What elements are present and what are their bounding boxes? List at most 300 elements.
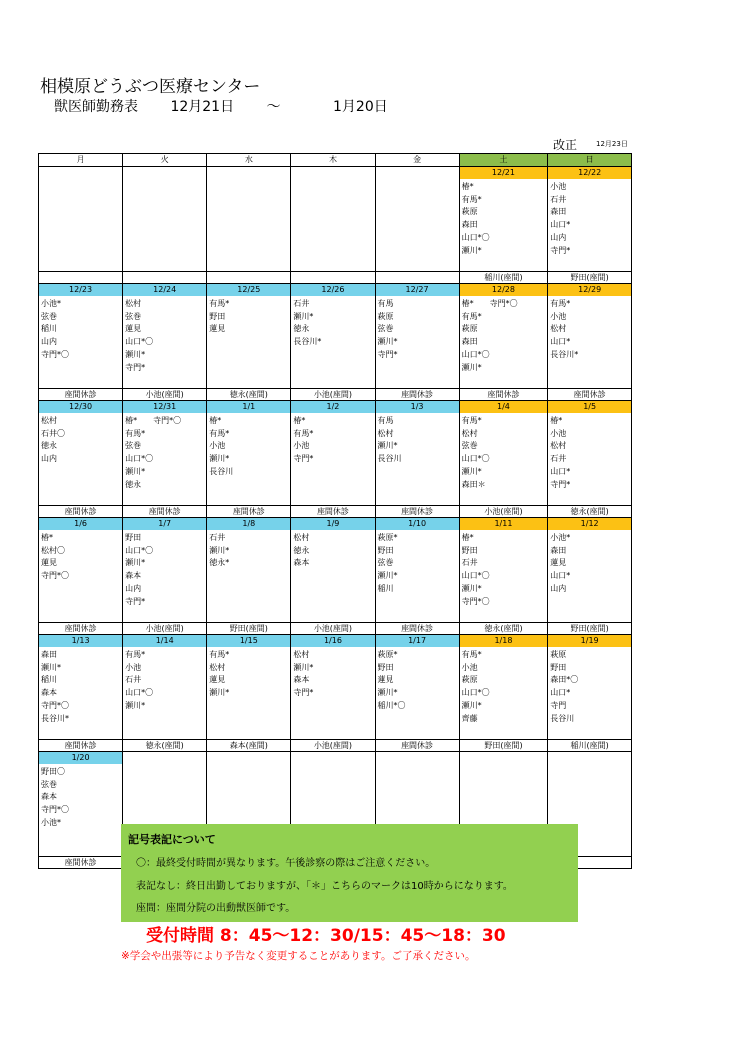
day-cell — [548, 518, 632, 635]
legend-line-asterisk: 表記なし：終日出勤しておりますが、「＊」こちらのマークは10時からになります。 — [136, 881, 513, 892]
day-date: 1/2 — [291, 401, 374, 413]
staff-entry: 森本 — [41, 792, 57, 802]
staff-entry: 山内 — [41, 454, 57, 464]
legend-box — [121, 824, 578, 922]
staff-entry: 瀬川* — [461, 700, 482, 710]
weekday-header: 木 — [291, 154, 375, 167]
staff-entry: 蓮見 — [550, 558, 567, 568]
staff-entry: 徳永 — [293, 324, 310, 334]
day-footer: 森本(座間) — [207, 739, 290, 751]
staff-entry: 椿* 寺門*〇 — [461, 299, 518, 308]
day-footer: 野田(座間) — [207, 622, 290, 634]
day-date — [207, 167, 290, 179]
day-cell — [459, 401, 548, 518]
staff-entry: 石井〇 — [41, 428, 65, 438]
staff-entry: 小池* — [41, 817, 61, 827]
staff-entry: 森田 — [550, 545, 567, 555]
staff-entry: 山口*〇 — [125, 337, 154, 347]
day-date: 1/1 — [207, 401, 290, 413]
staff-entry: 有馬* — [293, 428, 314, 438]
day-cell — [548, 284, 632, 401]
day-date: 1/12 — [548, 518, 631, 530]
staff-list — [207, 530, 290, 622]
day-cell — [375, 284, 459, 401]
staff-entry: 長谷川 — [377, 454, 402, 464]
staff-entry: 長谷川* — [550, 349, 579, 359]
day-footer — [291, 271, 374, 283]
staff-entry: 山口* — [550, 466, 571, 476]
staff-entry: 椿* — [41, 533, 53, 542]
staff-entry: 寺門*〇 — [461, 596, 490, 606]
day-cell — [459, 518, 548, 635]
day-footer: 座間休診 — [376, 388, 459, 400]
staff-list — [548, 413, 631, 505]
staff-entry: 山内 — [125, 583, 142, 593]
staff-entry: 長谷川 — [550, 713, 575, 723]
staff-entry: 小池 — [125, 662, 142, 672]
staff-entry: 蓮見 — [377, 675, 394, 685]
staff-entry: 寺門* — [125, 362, 146, 372]
day-cell — [291, 635, 375, 752]
legend-line-circle: 〇：最終受付時間が異なります。午後診察の際はご注意ください。 — [136, 858, 436, 869]
day-footer: 小池(座間) — [460, 505, 548, 517]
staff-entry: 山口*〇 — [461, 232, 490, 242]
day-date: 1/20 — [39, 752, 122, 764]
weekday-header: 月 — [39, 154, 123, 167]
staff-entry: 石井 — [125, 675, 142, 685]
day-footer — [207, 271, 290, 283]
day-footer: 座間休診 — [39, 388, 122, 400]
staff-list — [39, 296, 122, 388]
day-date: 12/23 — [39, 284, 122, 296]
day-footer: 徳永(座間) — [460, 622, 548, 634]
staff-entry: 野田 — [377, 545, 394, 555]
staff-entry: 森本 — [125, 571, 142, 581]
staff-list — [291, 530, 374, 622]
staff-entry: 蓮見 — [209, 324, 226, 334]
day-cell — [123, 518, 207, 635]
clinic-title: 相模原どうぶつ医療センター — [40, 77, 261, 97]
day-cell — [291, 518, 375, 635]
staff-entry: 山口*〇 — [461, 454, 490, 464]
staff-entry: 有馬* — [209, 299, 230, 308]
day-date: 1/19 — [548, 635, 631, 647]
staff-entry: 山口* — [550, 337, 571, 347]
change-notice: ※学会や出張等により予告なく変更することがあります。ご了承ください。 — [121, 950, 476, 962]
day-date: 12/21 — [460, 167, 548, 179]
staff-entry: 寺門* — [550, 245, 571, 255]
day-cell — [39, 518, 123, 635]
day-date — [123, 752, 206, 764]
staff-entry: 有馬* — [125, 428, 146, 438]
staff-entry: 寺門* — [125, 596, 146, 606]
day-cell — [207, 635, 291, 752]
staff-entry: 寺門*〇 — [41, 571, 69, 581]
day-footer: 小池(座間) — [291, 622, 374, 634]
staff-list — [123, 647, 206, 739]
staff-list — [291, 413, 374, 505]
day-date — [460, 752, 548, 764]
staff-entry: 有馬* — [461, 650, 482, 659]
staff-list — [39, 179, 122, 271]
staff-entry: 山口*〇 — [461, 688, 490, 698]
day-date — [291, 752, 374, 764]
day-date: 12/25 — [207, 284, 290, 296]
staff-entry: 寺門* — [550, 479, 571, 489]
staff-list — [376, 530, 459, 622]
staff-entry: 森田 — [461, 220, 478, 230]
day-cell — [39, 167, 123, 284]
staff-entry: 野田 — [461, 545, 478, 555]
staff-entry: 小池* — [550, 533, 571, 542]
staff-entry: 稲川 — [41, 324, 57, 334]
staff-entry: 長谷川* — [293, 337, 322, 347]
day-date: 1/17 — [376, 635, 459, 647]
staff-entry: 松村 — [550, 441, 567, 451]
day-cell — [207, 518, 291, 635]
staff-entry: 徳永 — [41, 441, 57, 451]
staff-list — [207, 296, 290, 388]
day-cell — [39, 284, 123, 401]
day-date: 12/22 — [548, 167, 631, 179]
staff-list — [207, 647, 290, 739]
range-tilde: ～ — [266, 99, 281, 115]
staff-entry: 稲川 — [41, 675, 57, 685]
staff-entry: 森田 — [550, 207, 567, 217]
day-footer: 稲川(座間) — [548, 739, 631, 751]
staff-list — [39, 647, 122, 739]
staff-list — [460, 530, 548, 622]
day-date: 1/14 — [123, 635, 206, 647]
staff-entry: 瀬川* — [125, 466, 146, 476]
staff-list — [376, 647, 459, 739]
staff-entry: 有馬 — [377, 299, 394, 308]
staff-entry: 小池 — [209, 441, 226, 451]
revision-label: 改正 — [553, 138, 578, 152]
staff-entry: 山口* — [550, 688, 571, 698]
staff-entry: 萩原* — [377, 533, 398, 542]
weekday-header: 土 — [459, 154, 548, 167]
day-cell — [291, 401, 375, 518]
staff-entry: 野田 — [125, 533, 142, 542]
staff-entry: 石井 — [550, 194, 567, 204]
staff-entry: 山内 — [550, 583, 567, 593]
staff-entry: 小池 — [461, 662, 478, 672]
weekday-header: 金 — [375, 154, 459, 167]
staff-entry: 松村 — [41, 416, 57, 425]
staff-entry: 有馬* — [209, 428, 230, 438]
staff-entry: 長谷川 — [209, 466, 234, 476]
reception-hours: 受付時間 8：45～12：30/15：45～18：30 — [146, 926, 506, 946]
staff-entry: 森本 — [293, 675, 310, 685]
day-date — [291, 167, 374, 179]
staff-entry: 弦巻 — [377, 324, 394, 334]
day-date: 1/18 — [460, 635, 548, 647]
day-footer: 座間休診 — [376, 739, 459, 751]
staff-entry: 松村 — [293, 650, 310, 659]
staff-list — [123, 179, 206, 271]
staff-list — [123, 530, 206, 622]
staff-entry: 弦巻 — [461, 441, 478, 451]
staff-entry: 瀬川* — [377, 571, 398, 581]
staff-entry: 松村〇 — [41, 545, 65, 555]
staff-entry: 石井 — [209, 533, 226, 542]
staff-entry: 野田〇 — [41, 767, 65, 776]
staff-entry: 蓮見 — [209, 675, 226, 685]
staff-entry: 松村 — [125, 299, 142, 308]
day-cell — [123, 635, 207, 752]
day-date: 12/28 — [460, 284, 548, 296]
day-footer: 座間休診 — [291, 505, 374, 517]
day-cell — [459, 284, 548, 401]
day-footer: 座間休診 — [207, 505, 290, 517]
day-date: 12/27 — [376, 284, 459, 296]
day-cell — [375, 518, 459, 635]
staff-entry: 野田 — [377, 662, 394, 672]
staff-entry: 小池 — [293, 441, 310, 451]
staff-entry: 有馬 — [377, 416, 394, 425]
start-date: 12月21日 — [170, 99, 235, 115]
day-date: 1/5 — [548, 401, 631, 413]
staff-list — [548, 530, 631, 622]
legend-title: 記号表記について — [128, 833, 216, 846]
staff-entry: 森本 — [293, 558, 310, 568]
staff-entry: 野田 — [550, 662, 567, 672]
staff-entry: 椿* 寺門*〇 — [125, 416, 182, 425]
day-date — [207, 752, 290, 764]
end-date: 1月20日 — [333, 99, 388, 115]
day-date: 1/15 — [207, 635, 290, 647]
staff-entry: 山口*〇 — [125, 454, 154, 464]
day-cell — [459, 167, 548, 284]
staff-entry: 松村 — [293, 533, 310, 542]
day-cell — [548, 401, 632, 518]
day-cell — [207, 284, 291, 401]
day-cell — [123, 401, 207, 518]
day-footer: 小池(座間) — [123, 622, 206, 634]
staff-list — [460, 413, 548, 505]
staff-entry: 瀬川* — [41, 662, 61, 672]
day-footer — [123, 271, 206, 283]
day-cell — [39, 635, 123, 752]
day-date — [123, 167, 206, 179]
day-footer: 座間休診 — [39, 739, 122, 751]
day-date: 1/16 — [291, 635, 374, 647]
staff-entry: 弦巻 — [41, 779, 57, 789]
staff-entry: 山口* — [550, 571, 571, 581]
legend-line-zama: 座間：座間分院の出動獣医師です。 — [136, 903, 296, 914]
staff-entry: 瀬川* — [461, 245, 482, 255]
staff-entry: 徳永 — [293, 545, 310, 555]
day-footer: 小池(座間) — [291, 388, 374, 400]
day-date: 1/6 — [39, 518, 122, 530]
staff-entry: 森田*〇 — [550, 675, 579, 685]
day-footer: 座間休診 — [376, 622, 459, 634]
day-date: 1/13 — [39, 635, 122, 647]
staff-entry: 弦巻 — [377, 558, 394, 568]
staff-entry: 瀬川* — [209, 688, 230, 698]
staff-entry: 野田 — [209, 311, 226, 321]
staff-list — [123, 413, 206, 505]
staff-entry: 長谷川* — [41, 713, 69, 723]
staff-list — [123, 296, 206, 388]
day-footer: 座間休診 — [123, 505, 206, 517]
staff-entry: 弦巻 — [125, 441, 142, 451]
day-footer — [376, 271, 459, 283]
day-footer: 座間休診 — [376, 505, 459, 517]
staff-entry: 小池* — [41, 299, 61, 308]
staff-entry: 山口*〇 — [461, 349, 490, 359]
day-date: 1/10 — [376, 518, 459, 530]
day-footer: 座間休診 — [548, 388, 631, 400]
staff-entry: 瀬川* — [125, 349, 146, 359]
day-footer: 野田(座間) — [548, 271, 631, 283]
subtitle-label: 獣医師勤務表 — [54, 99, 138, 115]
staff-list — [548, 179, 631, 271]
staff-entry: 椿* — [293, 416, 306, 425]
day-footer — [39, 271, 122, 283]
staff-list — [291, 647, 374, 739]
staff-entry: 寺門* — [293, 688, 314, 698]
staff-entry: 森本 — [41, 688, 57, 698]
staff-list — [207, 179, 290, 271]
staff-entry: 瀬川* — [461, 362, 482, 372]
day-cell — [548, 635, 632, 752]
staff-entry: 寺門*〇 — [41, 805, 69, 815]
staff-entry: 有馬* — [461, 311, 482, 321]
staff-list — [39, 764, 122, 856]
day-footer: 野田(座間) — [460, 739, 548, 751]
staff-list — [460, 647, 548, 739]
day-date: 1/9 — [291, 518, 374, 530]
weekday-header: 水 — [207, 154, 291, 167]
day-footer: 徳永(座間) — [123, 739, 206, 751]
day-footer: 小池(座間) — [123, 388, 206, 400]
staff-entry: 蓮見 — [125, 324, 142, 334]
staff-entry: 萩原 — [461, 207, 478, 217]
staff-entry: 椿* — [209, 416, 222, 425]
day-footer: 徳永(座間) — [207, 388, 290, 400]
schedule-subtitle — [54, 96, 416, 116]
staff-entry: 山内 — [41, 337, 57, 347]
staff-entry: 寺門 — [550, 700, 567, 710]
staff-entry: 瀬川* — [461, 583, 482, 593]
staff-entry: 寺門*〇 — [41, 349, 69, 359]
staff-entry: 山口* — [550, 220, 571, 230]
day-date — [39, 167, 122, 179]
day-cell — [548, 167, 632, 284]
revision-date: 12月23日 — [596, 140, 628, 148]
staff-list — [291, 296, 374, 388]
day-cell — [123, 284, 207, 401]
day-footer: 座間休診 — [39, 622, 122, 634]
staff-entry: 石井 — [550, 454, 567, 464]
day-footer: 座間休診 — [39, 856, 122, 868]
staff-entry: 石井 — [461, 558, 478, 568]
staff-entry: 森田＊ — [461, 479, 486, 489]
staff-entry: 小池 — [550, 428, 567, 438]
day-cell — [207, 167, 291, 284]
staff-entry: 蓮見 — [41, 558, 57, 568]
staff-list — [39, 530, 122, 622]
staff-entry: 松村 — [461, 428, 478, 438]
staff-entry: 瀬川* — [461, 466, 482, 476]
day-cell — [459, 635, 548, 752]
staff-entry: 小池 — [550, 182, 567, 191]
staff-list — [548, 296, 631, 388]
staff-entry: 山口*〇 — [461, 571, 490, 581]
day-cell — [123, 167, 207, 284]
staff-entry: 瀬川* — [377, 337, 398, 347]
staff-entry: 瀬川* — [293, 662, 314, 672]
staff-entry: 椿* — [550, 416, 563, 425]
staff-entry: 寺門* — [377, 349, 398, 359]
day-date: 12/29 — [548, 284, 631, 296]
staff-entry: 森田 — [461, 337, 478, 347]
staff-entry: 山口*〇 — [125, 545, 154, 555]
day-cell — [207, 401, 291, 518]
staff-entry: 弦巻 — [125, 311, 142, 321]
weekday-header: 日 — [548, 154, 632, 167]
staff-entry: 有馬* — [125, 650, 146, 659]
staff-entry: 弦巻 — [41, 311, 57, 321]
staff-entry: 稲川*〇 — [377, 700, 406, 710]
day-cell — [291, 284, 375, 401]
day-date: 1/8 — [207, 518, 290, 530]
staff-entry: 椿* — [461, 533, 474, 542]
staff-entry: 山内 — [550, 232, 567, 242]
staff-list — [548, 647, 631, 739]
staff-entry: 萩原 — [377, 311, 394, 321]
day-date: 12/30 — [39, 401, 122, 413]
staff-entry: 石井 — [293, 299, 310, 308]
staff-entry: 瀬川* — [209, 545, 230, 555]
staff-entry: 瀬川* — [377, 688, 398, 698]
staff-entry: 有馬* — [461, 416, 482, 425]
staff-entry: 有馬* — [209, 650, 230, 659]
day-cell — [39, 401, 123, 518]
staff-entry: 瀬川* — [377, 441, 398, 451]
staff-list — [376, 413, 459, 505]
staff-entry: 有馬* — [550, 299, 571, 308]
staff-entry: 瀬川* — [125, 558, 146, 568]
staff-entry: 寺門* — [293, 454, 314, 464]
day-cell — [375, 167, 459, 284]
staff-entry: 萩原* — [377, 650, 398, 659]
staff-entry: 森田 — [41, 650, 57, 659]
staff-entry: 瀬川* — [293, 311, 314, 321]
staff-entry: 有馬* — [461, 194, 482, 204]
staff-entry: 松村 — [377, 428, 394, 438]
staff-entry: 松村 — [550, 324, 567, 334]
staff-list — [460, 179, 548, 271]
schedule-calendar — [38, 153, 632, 869]
day-footer: 徳永(座間) — [548, 505, 631, 517]
staff-entry: 徳永 — [125, 479, 142, 489]
staff-entry: 寺門*〇 — [41, 700, 69, 710]
staff-entry: 小池 — [550, 311, 567, 321]
staff-list — [39, 413, 122, 505]
staff-entry: 萩原 — [461, 675, 478, 685]
staff-list — [376, 296, 459, 388]
day-footer: 野田(座間) — [548, 622, 631, 634]
day-footer: 座間休診 — [39, 505, 122, 517]
day-date: 12/31 — [123, 401, 206, 413]
day-footer: 座間休診 — [460, 388, 548, 400]
staff-list — [460, 296, 548, 388]
staff-list — [291, 179, 374, 271]
day-date: 1/4 — [460, 401, 548, 413]
